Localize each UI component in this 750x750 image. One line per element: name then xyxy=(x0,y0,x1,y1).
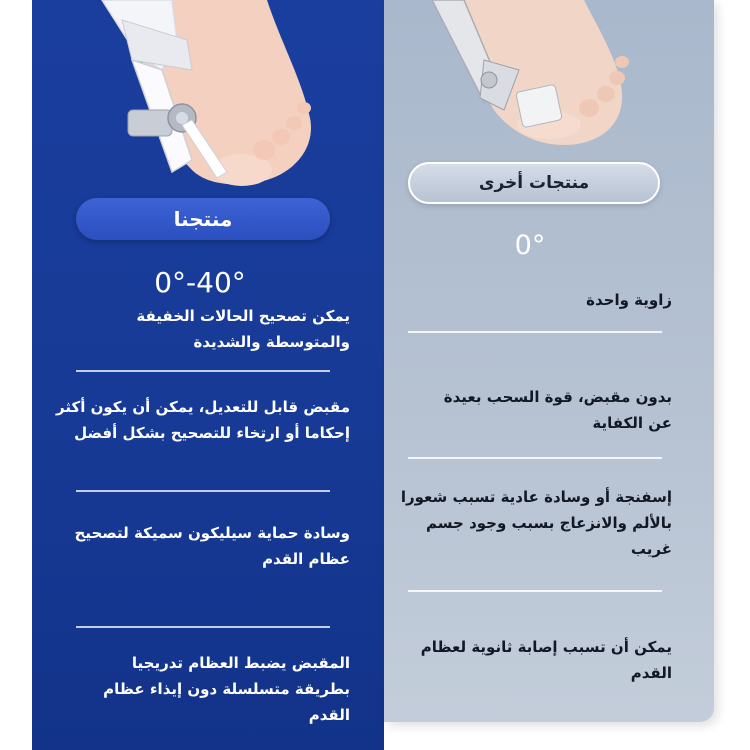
other-feature-3: إسفنجة أو وسادة عادية تسبب شعورا بالألم والانزعاج بسبب وجود جسم غريب xyxy=(400,488,672,558)
other-products-angle: 0° xyxy=(514,230,546,261)
our-product-label: منتجنا xyxy=(76,198,330,240)
our-feature-3: وسادة حماية سيليكون سميكة لتصحيح عظام القدم xyxy=(74,524,350,568)
right-divider-1 xyxy=(408,331,662,333)
other-feature-1: زاوية واحدة xyxy=(586,291,672,309)
our-feature-2: مقبض قابل للتعديل، يمكن أن يكون أكثر إحكاما أو ارتخاء للتصحيح بشكل أفضل xyxy=(56,398,350,442)
left-divider-1 xyxy=(76,370,330,372)
other-products-label: منتجات أخرى xyxy=(408,162,660,204)
left-divider-2 xyxy=(76,490,330,492)
right-divider-2 xyxy=(408,457,662,459)
our-product-angle: 0°-40° xyxy=(154,266,246,299)
left-divider-3 xyxy=(76,626,330,628)
our-feature-1: يمكن تصحيح الحالات الخفيفة والمتوسطة والشديدة xyxy=(136,307,350,351)
foot-with-adjustable-bunion-corrector-icon xyxy=(32,0,384,190)
right-divider-3 xyxy=(408,590,662,592)
other-feature-2: بدون مقبض، قوة السحب بعيدة عن الكفاية xyxy=(443,388,672,432)
other-feature-4: يمكن أن تسبب إصابة ثانوية لعظام القدم xyxy=(420,638,672,682)
foot-with-basic-bunion-splint-icon xyxy=(384,0,714,150)
our-feature-4: المقبض يضبط العظام تدريجيا بطريقة متسلسلة دون إيذاء عظام القدم xyxy=(103,654,350,724)
